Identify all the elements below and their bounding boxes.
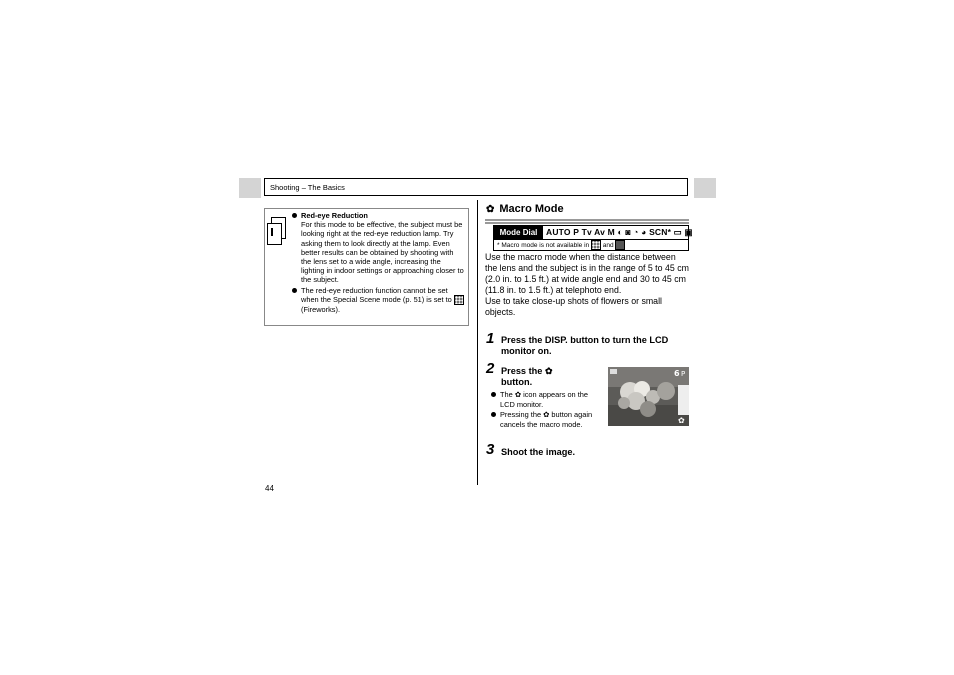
step-2-number: 2 (486, 360, 495, 377)
step-2-bullet-1-b: icon appears on the LCD monitor. (500, 390, 588, 409)
page-number: 44 (265, 484, 274, 493)
intro-paragraph-2: Use to take close-up shots of flowers or small objects. (485, 296, 662, 317)
note-title: Red-eye Reduction (301, 211, 368, 220)
title-rule-bottom (485, 222, 689, 224)
mode-dial-box (493, 225, 693, 251)
mode-dial-label: Mode Dial (494, 226, 543, 239)
svg-text:6: 6 (674, 369, 680, 378)
step-2-text (501, 366, 601, 388)
step-1-text: Press the DISP. button to turn the LCD monitor on. (501, 335, 669, 356)
step-2-bullet-1-a: The (500, 390, 513, 399)
right-page-tab (694, 178, 716, 198)
scene-icon (615, 240, 625, 250)
macro-flower-icon: ✿ (544, 366, 553, 376)
note-body: For this mode to be effective, the subject must be looking right at the red-eye reduction lamp. Try asking them to look directly at the lamp. Even better results can be obtained by shooting with the lens set to a wide angle, increasing the lighting in indoor settings or approaching closer to the subject. (301, 220, 464, 285)
intro-paragraph-1: Use the macro mode when the distance between the lens and the subject is in the range of 5 to 45 cm (2.0 in. to 1.5 ft.) at wide angle end and 30 to 45 cm (11.8 in. to 1.5 ft.) at telephoto end. (485, 252, 689, 295)
step-3-number: 3 (486, 441, 495, 458)
section-title (486, 203, 564, 215)
note-text (292, 211, 464, 314)
macro-flower-icon: ✿ (543, 410, 550, 419)
macro-flower-icon: ✿ (514, 390, 522, 399)
svg-text:✿: ✿ (678, 416, 685, 425)
note-icon (271, 217, 286, 239)
step-2-bullet-2-b: button again cancels the macro mode. (500, 410, 593, 429)
note-bullet-2 (292, 286, 464, 314)
title-rule-top (485, 219, 689, 221)
column-divider (477, 200, 478, 485)
intro-text (485, 252, 690, 318)
lcd-monitor-image (608, 367, 689, 426)
macro-flower-icon: ✿ (486, 204, 495, 215)
mode-dial-note (497, 240, 625, 251)
note-box (264, 208, 469, 326)
note-bullet-2-tail: (Fireworks). (301, 304, 341, 314)
step-2-text-b: button. (501, 377, 533, 387)
breadcrumb-text: Shooting – The Basics (270, 183, 345, 192)
note-bullet-2-text: The red-eye reduction function cannot be set when the Special Scene mode (p. 51) is set to (301, 285, 452, 304)
svg-text:P: P (681, 370, 686, 378)
breadcrumb (264, 178, 688, 196)
section-title-text: Macro Mode (499, 203, 564, 215)
step-2-bullet-1 (491, 390, 603, 410)
mode-dial-icons: AUTO P Tv Av M ◐ ◙ ◔ ◕ SCN* ▭ ▣ (546, 227, 693, 237)
step-3-text: Shoot the image. (501, 447, 576, 457)
mode-note-text: * Macro mode is not available in (497, 242, 590, 249)
left-page-tab (239, 178, 261, 198)
fireworks-icon (454, 295, 464, 305)
flower-photo (608, 367, 689, 426)
step-2-bullets (491, 390, 603, 430)
note-bullet-1 (292, 211, 464, 285)
step-2-text-a: Press the (501, 366, 543, 376)
step-2-bullet-2-a: Pressing the (500, 410, 542, 419)
step-2-bullet-2 (491, 410, 603, 430)
step-1-number: 1 (486, 330, 495, 347)
fireworks-icon (591, 240, 601, 250)
mode-note-and: and (602, 242, 614, 249)
